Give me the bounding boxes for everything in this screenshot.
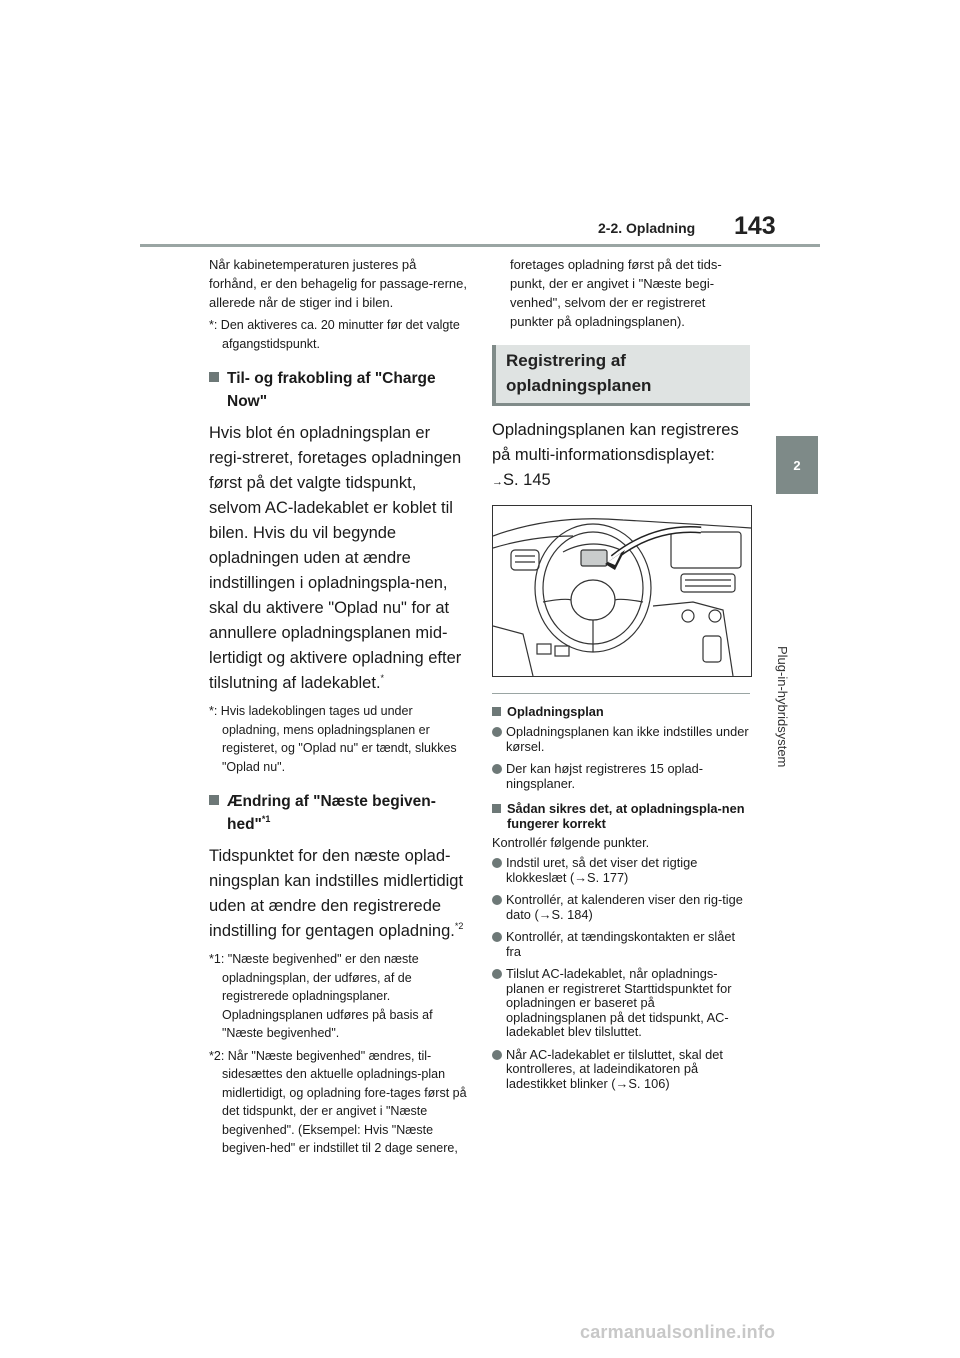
steering-wheel-illustration [493, 506, 751, 676]
square-bullet-icon [492, 707, 501, 716]
bullet-dot-icon [492, 895, 502, 905]
bullet-dot-icon [492, 727, 502, 737]
list-item-text: Kontrollér, at kalenderen viser den rig-tige dato (→S. 184) [506, 892, 743, 922]
watermark: carmanualsonline.info [580, 1322, 776, 1342]
chapter-title: Plug-in-hybridsystem [775, 646, 790, 768]
footnote-1: *1: "Næste begivenhed" er den næste opladningsplan, der udføres, af de registrerede opladningsplaner. Opladningsplanen udføres på basis af "Næste begivenhed". [209, 952, 433, 1040]
section-title: Registrering af opladningsplanen [506, 351, 652, 395]
square-bullet-icon [209, 795, 219, 805]
page-number: 143 [734, 212, 776, 240]
dashboard-illustration [492, 505, 752, 677]
next-event-body-mark: *2 [454, 920, 464, 931]
list-item [492, 725, 750, 754]
schedule-heading [492, 704, 750, 719]
list-item-text: Når AC-ladekablet er tilsluttet, skal det kontrolleres, at ladeindikatoren på ladestikket blinker (→S. 106) [506, 1046, 723, 1091]
section-reference[interactable] [492, 468, 750, 495]
correct-list [492, 856, 750, 1091]
square-bullet-icon [209, 372, 219, 382]
chapter-number: 2 [793, 457, 801, 473]
correct-intro: Kontrollér følgende punkter. [492, 835, 650, 850]
section-reference-text: S. 145 [503, 471, 551, 489]
charge-now-heading [209, 367, 467, 413]
arrow-right-icon: → [492, 476, 503, 488]
bullet-dot-icon [492, 858, 502, 868]
next-event-body [209, 844, 467, 944]
bullet-dot-icon [492, 764, 502, 774]
next-event-heading [209, 790, 467, 836]
list-item [492, 893, 750, 922]
schedule-heading-text: Opladningsplan [507, 704, 604, 719]
intro-footnote: *: Den aktiveres ca. 20 minutter før det valgte afgangstidspunkt. [209, 318, 460, 351]
header-section-title: 2-2. Opladning [598, 220, 696, 236]
section-title-box [492, 345, 750, 406]
list-item-text: Indstil uret, så det viser det rigtige klokkeslæt (→S. 177) [506, 855, 698, 885]
charge-now-footnote-mark: * [380, 672, 385, 683]
header-divider [140, 244, 820, 247]
chapter-tab [776, 436, 818, 494]
footnote-2: *2: Når "Næste begivenhed" ændres, til-sidesættes den aktuelle opladnings-plan midlertidigt, og opladning fore-tages først på det tidspunkt, der er angivet i "Næste begivenhed". (Eksempel: Hvis "Næste begiven-hed" er indstillet til 2 dage senere, [209, 1048, 467, 1155]
next-event-heading-text: Ændring af "Næste begiven-hed" [227, 793, 436, 833]
charge-now-body-text: Hvis blot én opladningsplan er regi-streret, foretages opladningen først på det valgte tidspunkt, selvom AC-ladekablet er koblet til bilen. Hvis du vil begynde opladningen uden at ændre indstillingen i opladningspla-nen, skal du aktivere "Oplad nu" for at annullere opladningsplanen mid-lertidigt og aktivere opladning efter tilslutning af ladekablet. [209, 424, 462, 692]
right-column [492, 255, 750, 1091]
section-body: Opladningsplanen kan registreres på multi-informationsdisplayet: [492, 421, 739, 464]
list-item-text: Tilslut AC-ladekablet, når opladnings-planen er registreret Starttidspunktet for opladningen er baseret på opladningsplanen på det tidspunkt, AC-ladekablet blev tilsluttet. [506, 966, 732, 1039]
bullet-dot-icon [492, 969, 502, 979]
footnote-2-continued: foretages opladning først på det tids-punkt, der er angivet i "Næste begi-venhed", selvom der er registreret punkter på opladningsplanen). [510, 257, 722, 329]
correct-heading-text: Sådan sikres det, at opladningspla-nen fungerer korrekt [507, 801, 745, 831]
list-item-text: Opladningsplanen kan ikke indstilles under kørsel. [506, 724, 749, 754]
charge-now-footnote: *: Hvis ladekoblingen tages ud under opladning, mens opladningsplanen er registeret, og "Oplad nu" er tændt, slukkes "Oplad nu". [209, 704, 457, 774]
charge-now-body [209, 421, 467, 696]
left-column [209, 255, 467, 1158]
next-event-heading-mark: *1 [261, 813, 271, 824]
list-item [492, 967, 750, 1040]
next-event-body-text: Tidspunktet for den næste oplad-ningsplan kan indstilles midlertidigt uden at ændre den registrerede indstilling for gentagen opladning. [209, 847, 464, 940]
bullet-dot-icon [492, 1050, 502, 1060]
list-item-text: Kontrollér, at tændingskontakten er slået fra [506, 929, 736, 959]
divider [492, 693, 750, 694]
bullet-dot-icon [492, 932, 502, 942]
list-item [492, 930, 750, 959]
list-item [492, 762, 750, 791]
intro-text: Når kabinetemperaturen justeres på forhånd, er den behagelig for passage-rerne, allerede når de stiger ind i bilen. [209, 257, 468, 310]
charge-now-heading-text: Til- og frakobling af "Charge Now" [227, 370, 436, 410]
list-item-text: Der kan højst registreres 15 oplad-ningsplaner. [506, 761, 704, 791]
list-item [492, 856, 750, 885]
square-bullet-icon [492, 804, 501, 813]
correct-heading [492, 801, 750, 831]
schedule-list [492, 725, 750, 791]
list-item [492, 1048, 750, 1092]
